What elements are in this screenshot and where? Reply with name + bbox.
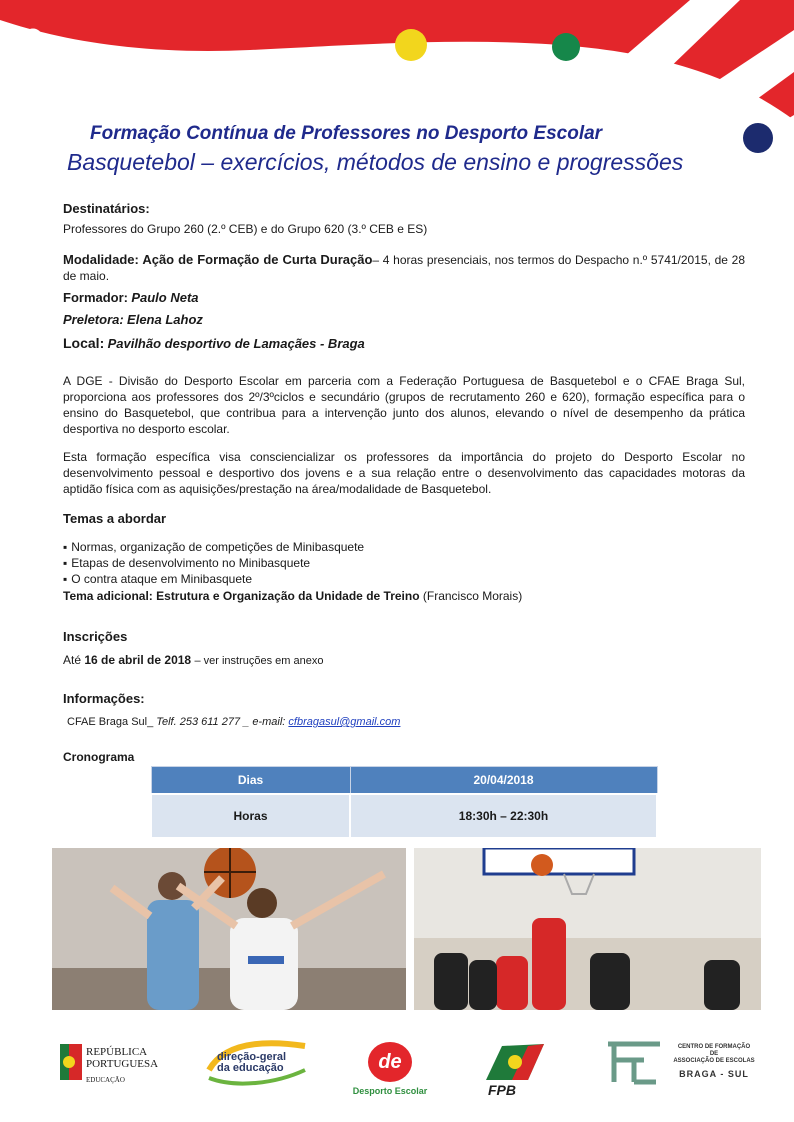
table-cell: Horas [151, 794, 350, 838]
email-link[interactable]: cfbragasul@gmail.com [288, 716, 401, 728]
yellow-dot [395, 29, 427, 61]
page-subtitle: Basquetebol – exercícios, métodos de ensino e progressões [67, 149, 684, 175]
intro-paragraph: A DGE - Divisão do Desporto Escolar em parceria com a Federação Portuguesa de Basquetebol e o CFAE Braga Sul, proporciona aos professores dos 2º/3ºciclos e secundário (grupos de recrutamento 260 e 620), formação específica para o ensino do Basquetebol, que contribua para a intervenção junto dos alunos, elevando o nível de desempenho da prática desportiva no desporto escolar. [63, 374, 745, 436]
cronograma-table [150, 766, 658, 839]
destinatarios-text: Professores do Grupo 260 (2.º CEB) e do Grupo 620 (3.º CEB e ES) [63, 222, 428, 236]
inscricoes-date: 16 de abril de 2018 [84, 653, 192, 667]
formador-value: Paulo Neta [131, 290, 199, 305]
objective-paragraph: Esta formação específica visa consciencializar os professores da importância do projeto do Desporto Escolar no desenvolvimento pessoal e desportivo dos jovens e a sua relação entre o desenvolvimento das capacidades motoras da aptidão física com as aquisições/prestação na área/modalidade de Basquetebol. [63, 450, 745, 496]
green-dot [552, 33, 580, 61]
preletora-label: Preletora: [63, 312, 124, 327]
temas-label: Temas a abordar [63, 511, 167, 526]
basketball-photo-left [52, 848, 406, 1010]
inscricoes-suffix: – ver instruções em anexo [194, 655, 324, 667]
modalidade-section [63, 252, 745, 284]
republica-portuguesa-logo: REPÚBLICA PORTUGUESA EDUCAÇÃO [60, 1040, 170, 1100]
list-item: ▪ Etapas de desenvolvimento no Minibasquete [63, 555, 745, 571]
table-header-cell: Dias [151, 767, 350, 795]
modalidade-text: – 4 horas presenciais, nos termos do Despacho n.º 5741/2015, de 28 de maio. [63, 253, 745, 283]
inscricoes-prefix: Até [63, 653, 82, 667]
informacoes-email-label: e-mail: [252, 716, 286, 728]
destinatarios-section [63, 201, 745, 237]
table-header-cell: 20/04/2018 [350, 767, 657, 795]
temas-section [63, 511, 745, 604]
preletora-line [63, 312, 745, 328]
list-item: ▪ Normas, organização de competições de Minibasquete [63, 539, 745, 555]
flag-icon [60, 1044, 82, 1080]
destinatarios-label: Destinatários: [63, 201, 150, 216]
desporto-escolar-logo: de Desporto Escolar [338, 1040, 442, 1100]
list-item: ▪ O contra ataque em Minibasquete [63, 571, 745, 587]
informacoes-section [63, 691, 745, 730]
preletora-value: Elena Lahoz [127, 312, 203, 327]
table-row [151, 794, 657, 838]
dge-logo: direção-geral da educação [205, 1040, 310, 1100]
informacoes-org: CFAE Braga Sul_ [67, 716, 154, 728]
local-label: Local: [63, 335, 105, 351]
page-title: Formação Contínua de Professores no Desporto Escolar [90, 123, 603, 144]
modalidade-label: Modalidade: Ação de Formação de Curta Duração [63, 252, 373, 267]
tema-adicional-value: (Francisco Morais) [422, 589, 523, 603]
navy-dot [743, 123, 773, 153]
basketball-photo-right [414, 848, 761, 1010]
cronograma-label: Cronograma [63, 750, 135, 764]
fpb-logo: FPB [482, 1040, 546, 1100]
formador-line [63, 290, 745, 306]
local-line [63, 335, 745, 352]
informacoes-phone: Telf. 253 611 277 _ [156, 716, 250, 728]
local-value: Pavilhão desportivo de Lamaçães - Braga [107, 336, 365, 351]
informacoes-label: Informações: [63, 691, 145, 706]
table-cell: 18:30h – 22:30h [350, 794, 657, 838]
table-header-row [151, 767, 657, 795]
cfae-braga-sul-logo: CENTRO DE FORMAÇÃO DE ASSOCIAÇÃO DE ESCOLAS BRAGA - SUL [604, 1040, 764, 1100]
tema-adicional-label: Tema adicional: Estrutura e Organização da Unidade de Treino [63, 589, 420, 603]
formador-label: Formador: [63, 290, 128, 305]
inscricoes-label: Inscrições [63, 629, 128, 644]
temas-list [63, 539, 745, 587]
inscricoes-section [63, 629, 745, 669]
